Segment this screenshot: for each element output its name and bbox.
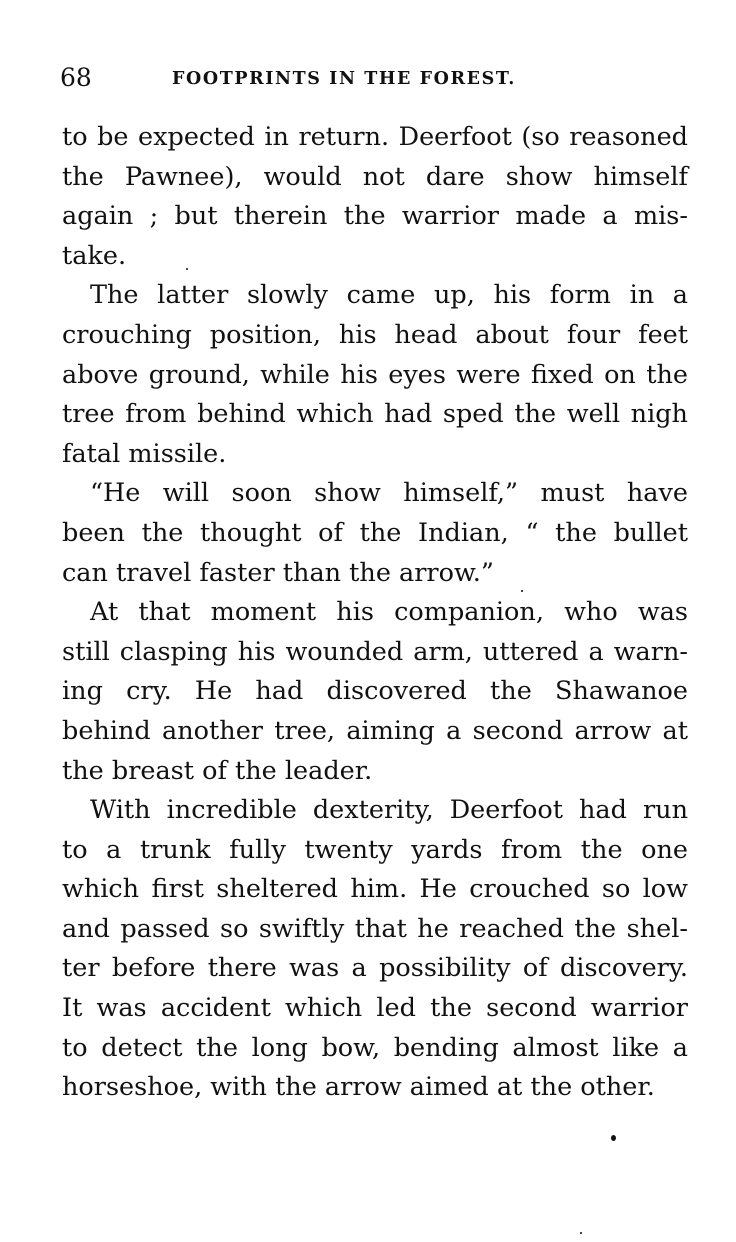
text-line: to a trunk fully twenty yards from the one bbox=[62, 834, 688, 865]
paragraph bbox=[62, 276, 688, 474]
text-line: With incredible dexterity, Deerfoot had run bbox=[90, 795, 688, 826]
paragraph bbox=[62, 791, 688, 1108]
text-line: tree from behind which had sped the well nigh bbox=[62, 399, 688, 430]
text-line: take. bbox=[62, 240, 127, 271]
text-line: above ground, while his eyes were fixed on the bbox=[62, 359, 688, 390]
paragraph bbox=[62, 593, 688, 791]
text-line: ter before there was a possibility of discovery. bbox=[62, 953, 688, 984]
ink-speck bbox=[521, 590, 523, 592]
paragraph bbox=[62, 118, 688, 276]
running-title: FOOTPRINTS IN THE FOREST. bbox=[172, 69, 516, 89]
paragraph bbox=[62, 474, 688, 593]
text-line: “He will soon show himself,” must have bbox=[90, 478, 688, 509]
ink-dot bbox=[611, 1135, 616, 1141]
text-line: horseshoe, with the arrow aimed at the other. bbox=[62, 1072, 655, 1103]
text-line: which first sheltered him. He crouched so low bbox=[62, 874, 688, 905]
text-line: to detect the long bow, bending almost like a bbox=[62, 1032, 688, 1063]
text-line: the breast of the leader. bbox=[62, 755, 373, 786]
text-line: ing cry. He had discovered the Shawanoe bbox=[62, 676, 688, 707]
text-line: been the thought of the Indian, “ the bullet bbox=[62, 517, 688, 548]
text-line: the Pawnee), would not dare show himself bbox=[62, 161, 688, 192]
text-line: can travel faster than the arrow.” bbox=[62, 557, 494, 588]
text-line: It was accident which led the second warrior bbox=[62, 993, 688, 1024]
text-line: The latter slowly came up, his form in a bbox=[90, 280, 688, 311]
text-line: and passed so swiftly that he reached the shel- bbox=[62, 913, 688, 944]
text-line: crouching position, his head about four feet bbox=[62, 319, 688, 350]
ink-speck bbox=[186, 268, 188, 270]
text-line: At that moment his companion, who was bbox=[90, 597, 688, 628]
text-line: to be expected in return. Deerfoot (so reasoned bbox=[62, 122, 688, 152]
body-text bbox=[62, 118, 688, 1108]
text-line: still clasping his wounded arm, uttered a warn- bbox=[62, 636, 688, 667]
ink-speck bbox=[580, 1232, 582, 1234]
text-line: again ; but therein the warrior made a mis- bbox=[62, 201, 688, 232]
text-line: behind another tree, aiming a second arrow at bbox=[62, 715, 688, 746]
text-line: fatal missile. bbox=[62, 438, 227, 469]
running-head bbox=[60, 60, 680, 96]
page-number: 68 bbox=[60, 63, 92, 92]
